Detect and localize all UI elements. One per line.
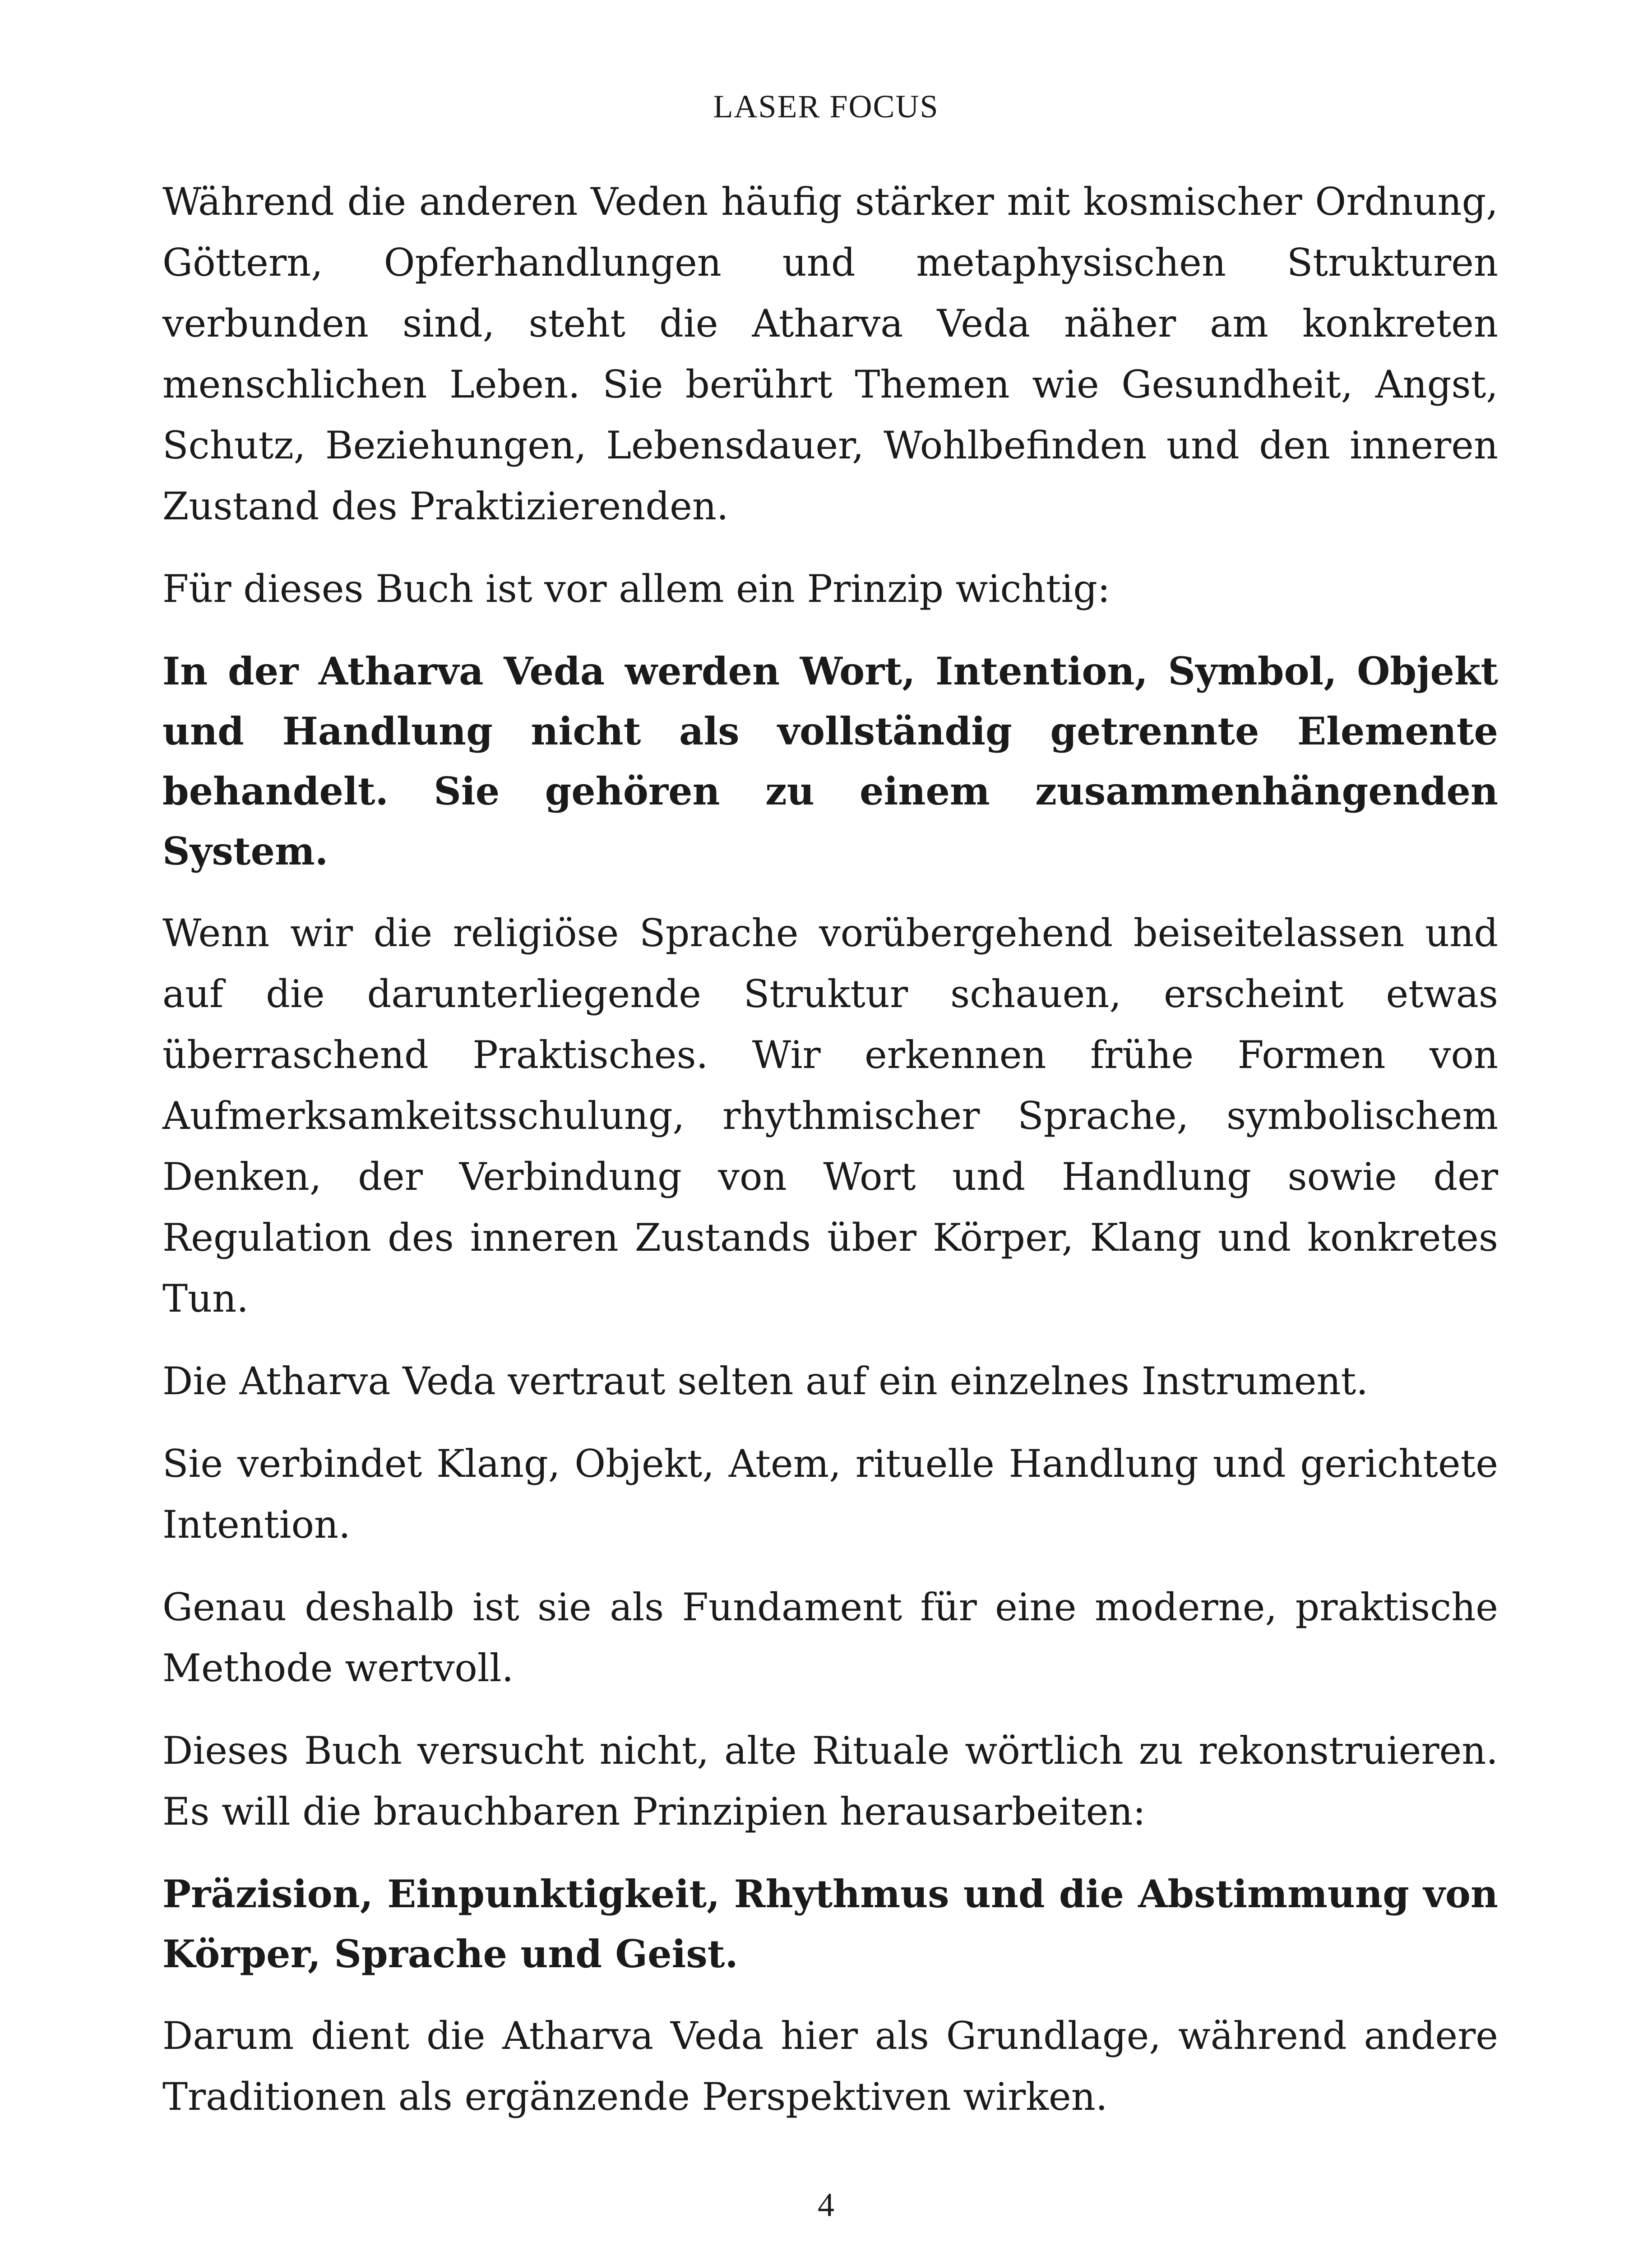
paragraph-foundation: Genau deshalb ist sie als Fundament für eine moderne, praktische Methode wertvoll. — [162, 1585, 1498, 1690]
page-number: 4 — [818, 2187, 834, 2224]
paragraph-principle-lead: Für dieses Buch ist vor allem ein Prinzip wichtig: — [162, 567, 1111, 611]
paragraph-instrument: Die Atharva Veda vertraut selten auf ein einzelnes Instrument. — [162, 1359, 1368, 1403]
paragraph-purpose: Dieses Buch versucht nicht, alte Rituale wörtlich zu rekonstruieren. Es will die brauchbaren Prinzipien herausarbeiten: — [162, 1729, 1498, 1834]
paragraph-connection: Sie verbindet Klang, Objekt, Atem, rituelle Handlung und gerichtete Intention. — [162, 1442, 1498, 1547]
running-header: LASER FOCUS — [713, 88, 939, 125]
paragraph-principles-bold: Präzision, Einpunktigkeit, Rhythmus und die Abstimmung von Körper, Sprache und Geist. — [162, 1872, 1498, 1976]
body-text — [162, 171, 1498, 2149]
paragraph-structure: Wenn wir die religiöse Sprache vorübergehend beiseitelassen und auf die darunterliegende Struktur schauen, erscheint etwas überraschend Praktisches. Wir erkennen frühe Formen von Aufmerksamkeitsschulung, rhythmischer Sprache, symbolischem Denken, der Verbindung von Wort und Handlung sowie der Regulation des inneren Zustands über Körper, Klang und konkretes Tun. — [162, 911, 1498, 1321]
paragraph-intro: Während die anderen Veden häufig stärker mit kosmischer Ordnung, Göttern, Opferhandlungen und metaphysischen Strukturen verbunden sind, steht die Atharva Veda näher am konkreten menschlichen Leben. Sie berührt Themen wie Gesundheit, Angst, Schutz, Beziehungen, Lebensdauer, Wohlbefinden und den inneren Zustand des Praktizierenden. — [162, 180, 1498, 528]
paragraph-principle-bold: In der Atharva Veda werden Wort, Intention, Symbol, Objekt und Handlung nicht als vollständig getrennte Elemente behandelt. Sie gehören zu einem zusammenhängenden System. — [162, 649, 1498, 874]
paragraph-conclusion: Darum dient die Atharva Veda hier als Grundlage, während andere Traditionen als ergänzende Perspektiven wirken. — [162, 2014, 1498, 2119]
